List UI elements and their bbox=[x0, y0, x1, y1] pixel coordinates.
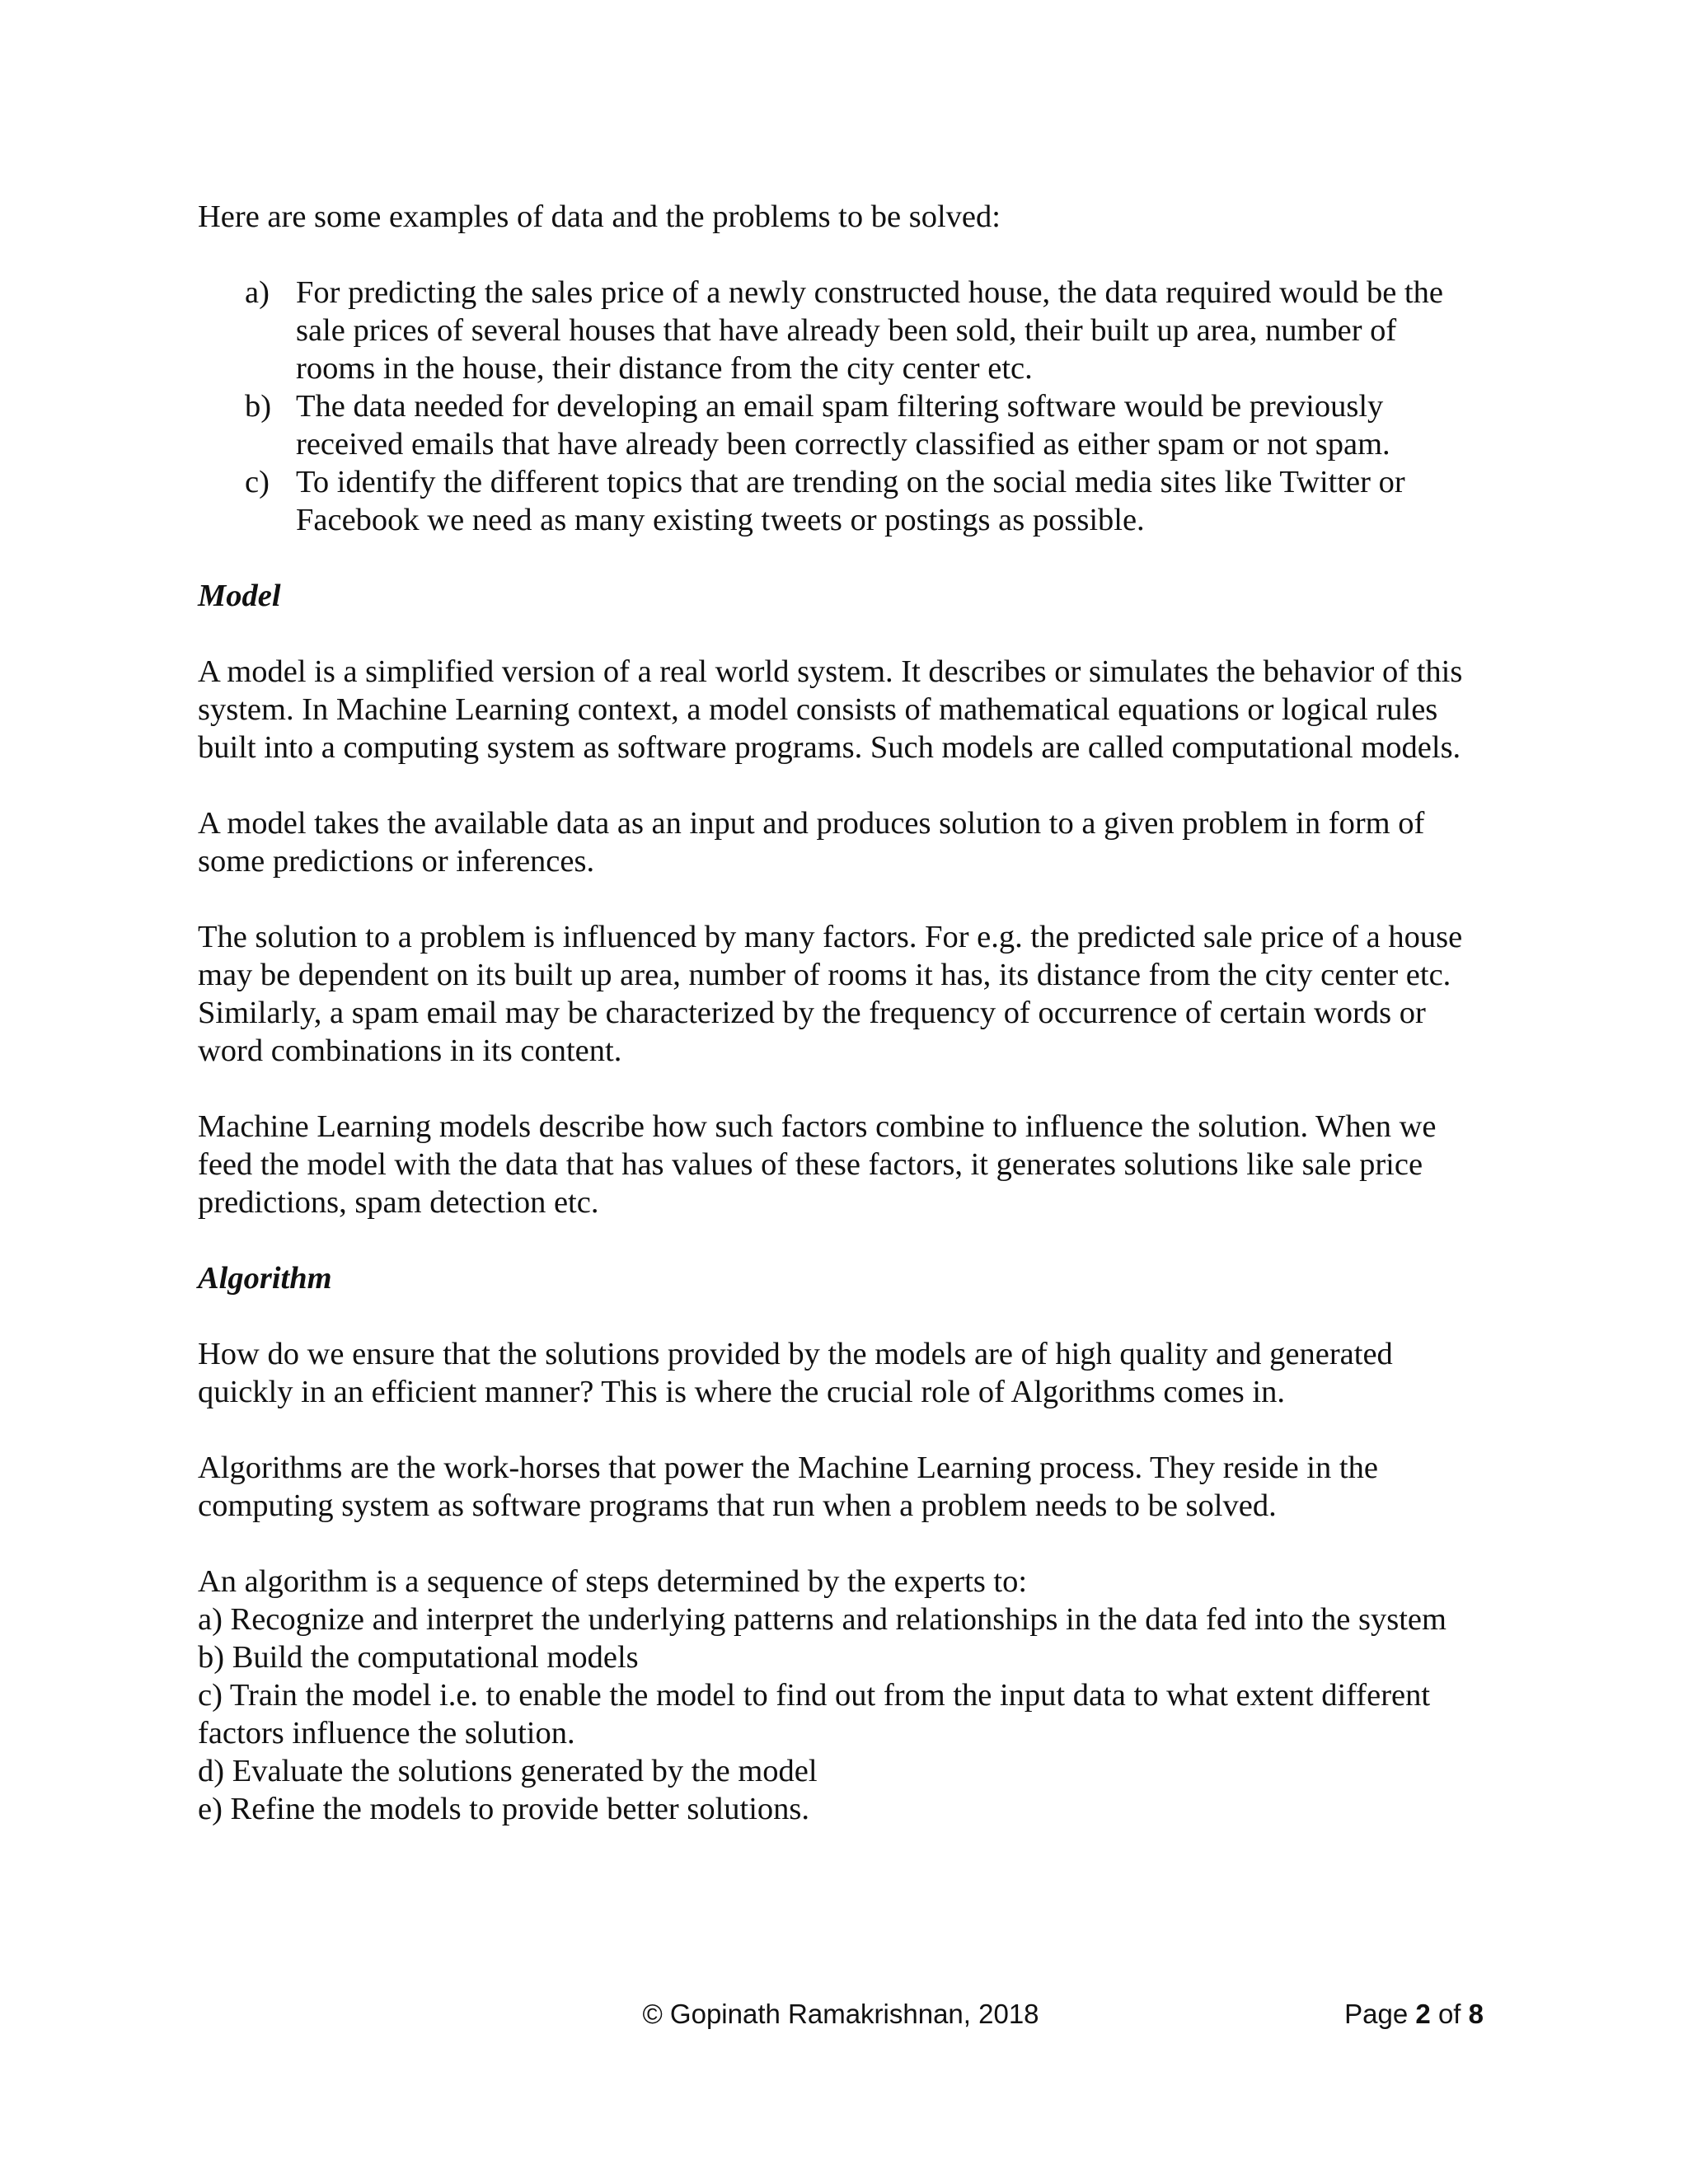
list-item: d) Evaluate the solutions generated by the model bbox=[198, 1754, 818, 1788]
page-body bbox=[198, 198, 1484, 1828]
list-marker: b) bbox=[245, 389, 272, 424]
model-paragraph: Similarly, a spam email may be characterized by the frequency of occurrence of certain words or word combinations in its content. bbox=[198, 996, 1426, 1068]
list-item bbox=[198, 463, 1484, 539]
algorithm-steps-intro: An algorithm is a sequence of steps determined by the experts to: bbox=[198, 1564, 1028, 1599]
model-paragraph: A model is a simplified version of a real world system. It describes or simulates the behavior of this system. In Machine Learning context, a model consists of mathematical equations or logical rules built into a computing system as software programs. Such models are called computational models. bbox=[198, 654, 1463, 765]
total-pages-number: 8 bbox=[1468, 1999, 1484, 2029]
model-paragraph: The solution to a problem is influenced by many factors. For e.g. the predicted sale price of a house may be dependent on its built up area, number of rooms it has, its distance from the city center etc. bbox=[198, 920, 1463, 992]
list-marker: c) bbox=[245, 465, 270, 499]
list-item: e) Refine the models to provide better solutions. bbox=[198, 1792, 810, 1826]
list-item: c) Train the model i.e. to enable the model to find out from the input data to what extent different factors influence the solution. bbox=[198, 1678, 1431, 1750]
algorithm-paragraph: Algorithms are the work-horses that power the Machine Learning process. They reside in the computing system as software programs that run when a problem needs to be solved. bbox=[198, 1451, 1378, 1523]
algorithm-paragraph: How do we ensure that the solutions provided by the models are of high quality and generated quickly in an efficient manner? This is where the crucial role of Algorithms comes in. bbox=[198, 1337, 1393, 1409]
list-marker: a) bbox=[245, 275, 270, 310]
list-item bbox=[198, 387, 1484, 463]
page-footer bbox=[198, 1996, 1484, 2032]
current-page-number: 2 bbox=[1415, 1999, 1431, 2029]
list-item: a) Recognize and interpret the underlying patterns and relationships in the data fed into the system bbox=[198, 1602, 1447, 1637]
list-item-text: The data needed for developing an email spam filtering software would be previously received emails that have already been correctly classified as either spam or not spam. bbox=[296, 389, 1390, 462]
algorithm-heading: Algorithm bbox=[198, 1261, 332, 1296]
page-indicator bbox=[1344, 1996, 1484, 2032]
of-label: of bbox=[1437, 1999, 1461, 2029]
algorithm-steps-list bbox=[198, 1601, 1484, 1828]
model-paragraph: Machine Learning models describe how such factors combine to influence the solution. When we feed the model with the data that has values of these factors, it generates solutions like sale price predictions, spam detection etc. bbox=[198, 1109, 1437, 1220]
intro-paragraph: Here are some examples of data and the problems to be solved: bbox=[198, 199, 1001, 234]
list-item-text: To identify the different topics that are trending on the social media sites like Twitter or Facebook we need as many existing tweets or postings as possible. bbox=[296, 465, 1405, 537]
list-item bbox=[198, 274, 1484, 387]
model-paragraph: A model takes the available data as an input and produces solution to a given problem in form of some predictions or inferences. bbox=[198, 806, 1425, 879]
page-label: Page bbox=[1344, 1999, 1409, 2029]
examples-list bbox=[198, 274, 1484, 539]
list-item-text: For predicting the sales price of a newly constructed house, the data required would be the sale prices of several houses that have already been sold, their built up area, number of rooms in the house, their distance from the city center etc. bbox=[296, 275, 1443, 386]
list-item: b) Build the computational models bbox=[198, 1640, 639, 1675]
copyright-notice: © Gopinath Ramakrishnan, 2018 bbox=[642, 1999, 1039, 2029]
model-heading: Model bbox=[198, 579, 281, 613]
